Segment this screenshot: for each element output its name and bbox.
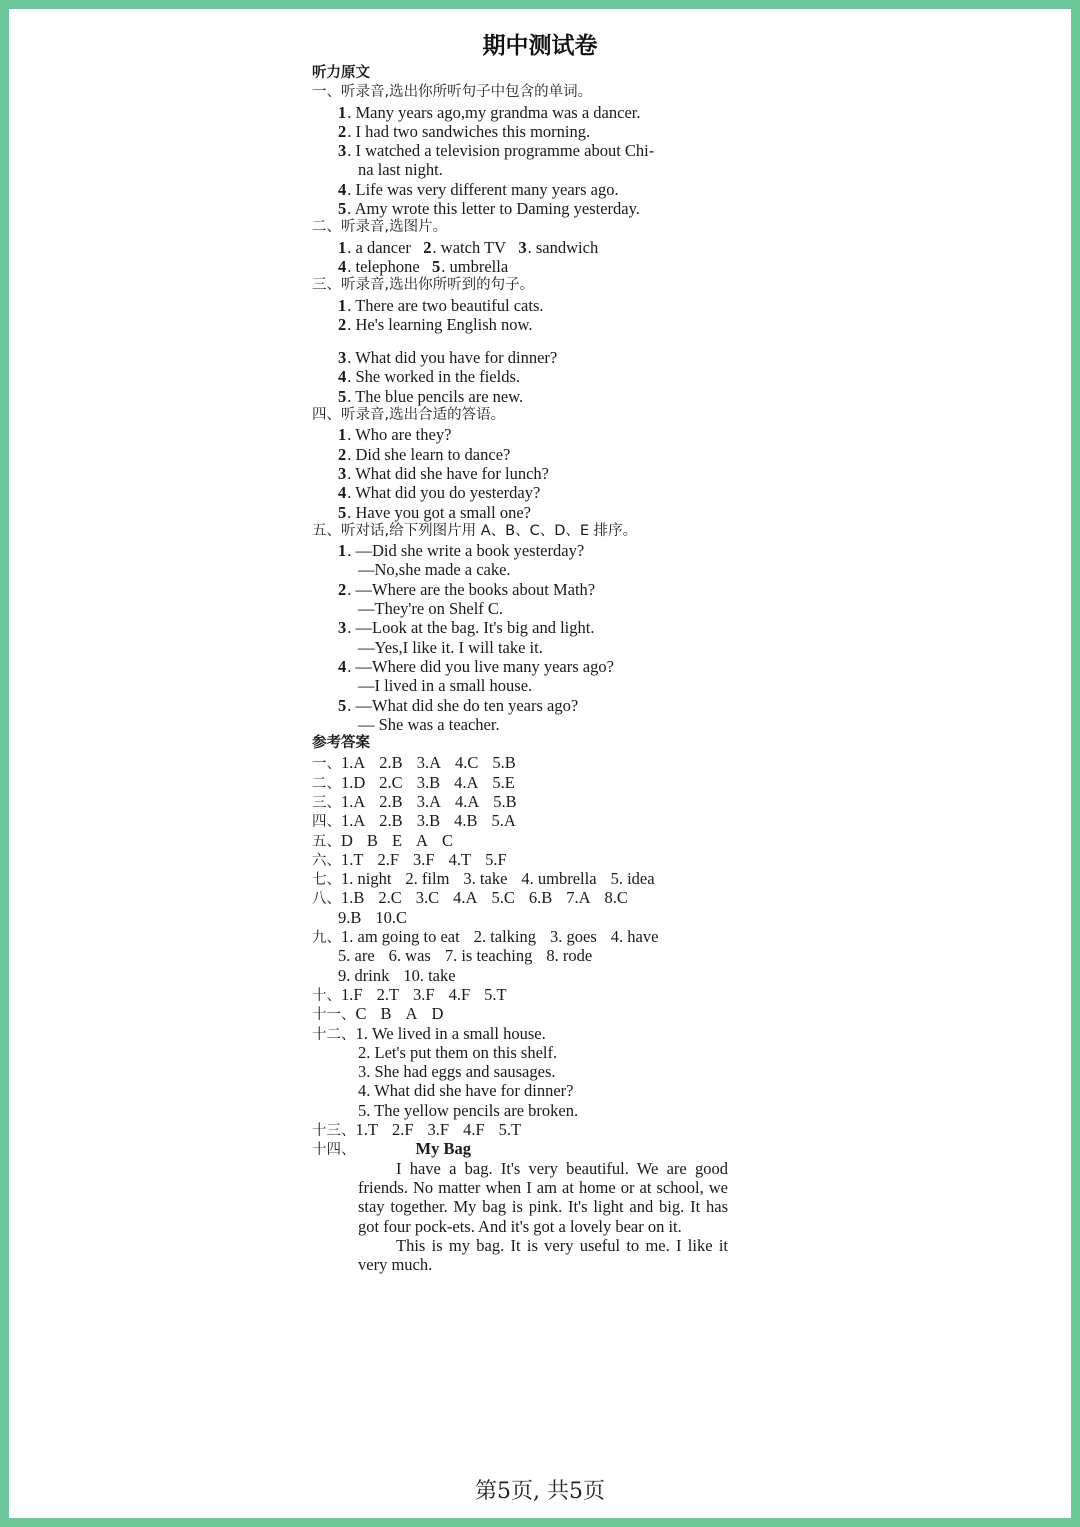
dialogue-line: 2. —Where are the books about Math? bbox=[338, 579, 596, 599]
list-item-continuation: na last night. bbox=[358, 160, 443, 180]
dialogue-line: 3. —Look at the bag. It's big and light. bbox=[338, 618, 595, 638]
dialogue-reply: —Yes,I like it. I will take it. bbox=[358, 637, 543, 657]
answer-row-2: 二、1.D 2.C 3.B 4.A 5.E bbox=[312, 772, 515, 792]
list-item: 3. I watched a television programme about Chi- bbox=[338, 141, 655, 161]
answer-row-5: 五、D B E A C bbox=[312, 830, 453, 850]
answer-row-10: 十、1.F 2.T 3.F 4.F 5.T bbox=[312, 984, 507, 1004]
answer-row-1: 一、1.A 2.B 3.A 4.C 5.B bbox=[312, 753, 516, 773]
answer-row-12-item: 5. The yellow pencils are broken. bbox=[358, 1100, 579, 1120]
list-item: 2. Did she learn to dance? bbox=[338, 444, 511, 464]
section-4-label: 四、听录音,选出合适的答语。 bbox=[312, 407, 506, 424]
answer-row-9-continued: 9. drink 10. take bbox=[338, 965, 456, 985]
essay-title: My Bag bbox=[415, 1139, 471, 1159]
dialogue-line: 4. —Where did you live many years ago? bbox=[338, 656, 614, 676]
dialogue-reply: — She was a teacher. bbox=[358, 714, 500, 734]
dialogue-reply: —I lived in a small house. bbox=[358, 676, 533, 696]
section-5-label: 五、听对话,给下列图片用 A、B、C、D、E 排序。 bbox=[312, 522, 638, 539]
list-item: 2. He's learning English now. bbox=[338, 314, 533, 334]
answer-row-8-continued: 9.B 10.C bbox=[338, 907, 408, 927]
answer-row-7: 七、1. night 2. film 3. take 4. umbrella 5. idea bbox=[312, 869, 655, 889]
list-item: 3. What did she have for lunch? bbox=[338, 463, 550, 483]
list-item: 5. Have you got a small one? bbox=[338, 502, 531, 522]
listening-header: 听力原文 bbox=[312, 65, 370, 81]
answer-row-4: 四、1.A 2.B 3.B 4.B 5.A bbox=[312, 811, 516, 831]
answers-header: 参考答案 bbox=[312, 735, 370, 752]
list-item: 3. What did you have for dinner? bbox=[338, 348, 558, 368]
answer-row-9: 九、1. am going to eat 2. talking 3. goes 4. have bbox=[312, 927, 659, 947]
list-item: 4. telephone 5. umbrella bbox=[338, 256, 509, 276]
list-item: 1. Many years ago,my grandma was a dancer. bbox=[338, 102, 641, 122]
section-1-label: 一、听录音,选出你所听句子中包含的单词。 bbox=[312, 84, 593, 101]
answer-row-8: 八、1.B 2.C 3.C 4.A 5.C 6.B 7.A 8.C bbox=[312, 888, 628, 908]
section-2-label: 二、听录音,选图片。 bbox=[312, 219, 448, 236]
dialogue-reply: —They're on Shelf C. bbox=[358, 599, 504, 619]
list-item: 1. There are two beautiful cats. bbox=[338, 295, 544, 315]
answer-row-3: 三、1.A 2.B 3.A 4.A 5.B bbox=[312, 791, 517, 811]
dialogue-line: 5. —What did she do ten years ago? bbox=[338, 695, 579, 715]
list-item: 1. a dancer 2. watch TV 3. sandwich bbox=[338, 237, 599, 257]
document-body bbox=[312, 64, 742, 1274]
section-3-label: 三、听录音,选出你所听到的句子。 bbox=[312, 277, 535, 294]
essay-paragraph-2: This is my bag. It is very useful to me. I like it very much. bbox=[358, 1235, 728, 1275]
answer-row-6: 六、1.T 2.F 3.F 4.T 5.F bbox=[312, 849, 507, 869]
document-page bbox=[9, 9, 1071, 1518]
dialogue-reply: —No,she made a cake. bbox=[358, 560, 511, 580]
answer-row-12-item: 3. She had eggs and sausages. bbox=[358, 1062, 556, 1082]
page-title: 期中测试卷 bbox=[482, 33, 598, 59]
list-item: 4. Life was very different many years ago. bbox=[338, 179, 619, 199]
list-item: 4. What did you do yesterday? bbox=[338, 483, 541, 503]
essay-body bbox=[312, 1159, 728, 1275]
list-item: 4. She worked in the fields. bbox=[338, 367, 521, 387]
answer-row-12: 十二、1. We lived in a small house. bbox=[312, 1023, 546, 1043]
page-number-footer: 第5页, 共5页 bbox=[475, 1479, 605, 1504]
answer-row-9-continued: 5. are 6. was 7. is teaching 8. rode bbox=[338, 946, 593, 966]
answer-row-13: 十三、1.T 2.F 3.F 4.F 5.T bbox=[312, 1120, 522, 1140]
answer-row-11: 十一、C B A D bbox=[312, 1004, 444, 1024]
answer-row-12-item: 2. Let's put them on this shelf. bbox=[358, 1042, 558, 1062]
list-item: 5. Amy wrote this letter to Daming yesterday. bbox=[338, 199, 640, 219]
list-item: 5. The blue pencils are new. bbox=[338, 386, 524, 406]
list-item: 1. Who are they? bbox=[338, 425, 452, 445]
list-item: 2. I had two sandwiches this morning. bbox=[338, 121, 591, 141]
answer-row-12-item: 4. What did she have for dinner? bbox=[358, 1081, 574, 1101]
answer-row-14: 十四、 My Bag bbox=[312, 1139, 471, 1159]
essay-paragraph-1: I have a bag. It's very beautiful. We are good friends. No matter when I am at home or at school, we stay together. My bag is pink. It's light and big. It has got four pock-ets. And it's got a lovely bear on it. bbox=[358, 1158, 728, 1236]
dialogue-line: 1. —Did she write a book yesterday? bbox=[338, 541, 585, 561]
